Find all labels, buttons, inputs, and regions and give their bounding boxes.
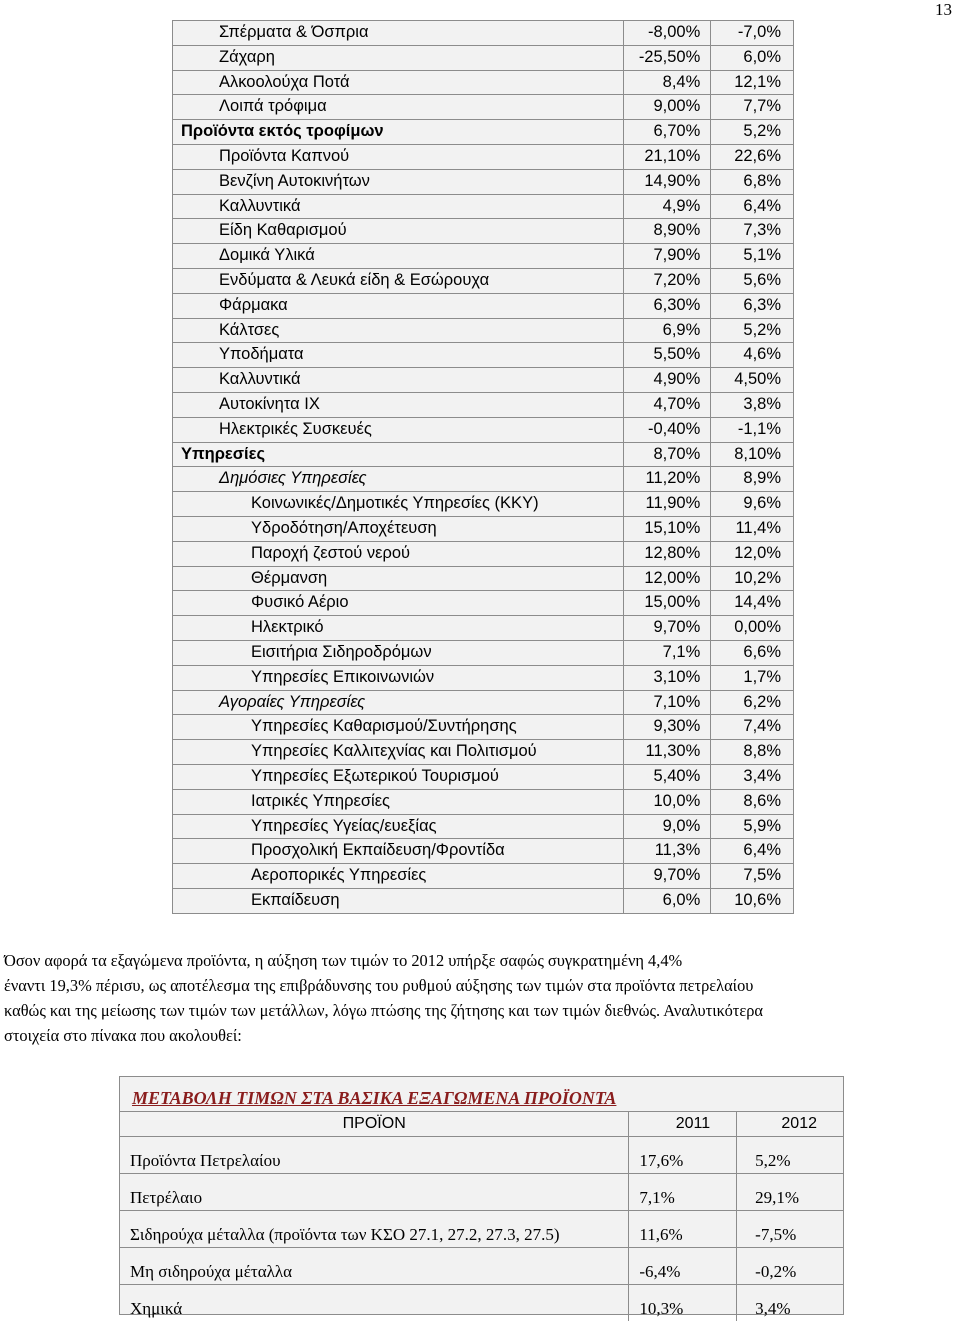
row-label: Ηλεκτρικές Συσκευές [173, 417, 624, 442]
row-label: Υδροδότηση/Αποχέτευση [173, 516, 624, 541]
row-label: Καλλυντικά [173, 194, 624, 219]
value-2012: 29,1% [737, 1174, 843, 1211]
table-row [173, 120, 794, 145]
export-table-box [119, 1076, 844, 1315]
value-2012: -0,2% [737, 1248, 843, 1285]
row-value-2011: 9,70% [623, 616, 710, 641]
row-value-2012: 6,8% [711, 169, 794, 194]
row-value-2012: 6,6% [711, 640, 794, 665]
product-name: Μη σιδηρούχα μέταλλα [120, 1248, 629, 1285]
row-label: Καλλυντικά [173, 368, 624, 393]
row-value-2012: 7,3% [711, 219, 794, 244]
table-row [173, 21, 794, 46]
row-label: Προϊόντα Καπνού [173, 144, 624, 169]
row-value-2011: 6,30% [623, 293, 710, 318]
row-value-2012: 6,4% [711, 839, 794, 864]
table-row [173, 690, 794, 715]
table-row [173, 764, 794, 789]
table-row [173, 839, 794, 864]
row-value-2012: 5,6% [711, 268, 794, 293]
row-value-2012: 5,9% [711, 814, 794, 839]
table-row [173, 516, 794, 541]
row-value-2011: 10,0% [623, 789, 710, 814]
row-value-2011: 15,00% [623, 591, 710, 616]
value-2011: 7,1% [629, 1174, 737, 1211]
row-value-2012: 6,0% [711, 45, 794, 70]
table-row [173, 169, 794, 194]
export-table [120, 1111, 843, 1321]
table-row [120, 1211, 843, 1248]
row-value-2012: 8,10% [711, 442, 794, 467]
row-label: Δημόσιες Υπηρεσίες [173, 467, 624, 492]
row-value-2012: 8,6% [711, 789, 794, 814]
product-name: Σιδηρούχα μέταλλα (προϊόντα των ΚΣΟ 27.1, 27.2, 27.3, 27.5) [120, 1211, 629, 1248]
row-value-2012: 10,2% [711, 566, 794, 591]
product-name: Χημικά [120, 1285, 629, 1321]
row-value-2011: -0,40% [623, 417, 710, 442]
table-row [173, 591, 794, 616]
table-row [173, 244, 794, 269]
export-table-title: ΜΕΤΑΒΟΛΗ ΤΙΜΩΝ ΣΤΑ ΒΑΣΙΚΑ ΕΞΑΓΩΜΕΝΑ ΠΡΟΪΟΝΤΑ [132, 1088, 616, 1109]
row-label: Κάλτσες [173, 318, 624, 343]
row-value-2012: 7,5% [711, 864, 794, 889]
value-2012: -7,5% [737, 1211, 843, 1248]
export-table-header [120, 1112, 843, 1137]
row-label: Αλκοολούχα Ποτά [173, 70, 624, 95]
row-value-2011: 7,20% [623, 268, 710, 293]
row-value-2012: 7,7% [711, 95, 794, 120]
row-value-2011: 15,10% [623, 516, 710, 541]
row-label: Εκπαίδευση [173, 888, 624, 913]
row-value-2012: 0,00% [711, 616, 794, 641]
row-value-2011: 5,40% [623, 764, 710, 789]
row-label: Υποδήματα [173, 343, 624, 368]
row-value-2011: 7,10% [623, 690, 710, 715]
table-row [173, 864, 794, 889]
row-value-2011: 11,3% [623, 839, 710, 864]
row-value-2012: 6,3% [711, 293, 794, 318]
paragraph-line: στοιχεία στο πίνακα που ακολουθεί: [4, 1023, 960, 1048]
row-value-2012: 10,6% [711, 888, 794, 913]
row-value-2011: 21,10% [623, 144, 710, 169]
table-row [173, 70, 794, 95]
row-value-2012: 4,6% [711, 343, 794, 368]
row-label: Υπηρεσίες Επικοινωνιών [173, 665, 624, 690]
row-value-2012: 22,6% [711, 144, 794, 169]
row-label: Λοιπά τρόφιμα [173, 95, 624, 120]
row-value-2012: 5,2% [711, 120, 794, 145]
row-label: Αυτοκίνητα ΙΧ [173, 392, 624, 417]
row-value-2012: 3,4% [711, 764, 794, 789]
row-value-2011: 6,70% [623, 120, 710, 145]
table-row [173, 814, 794, 839]
table-row [173, 95, 794, 120]
row-value-2011: 5,50% [623, 343, 710, 368]
row-value-2012: 4,50% [711, 368, 794, 393]
page-number: 13 [935, 0, 952, 20]
row-value-2011: 6,9% [623, 318, 710, 343]
row-value-2012: 11,4% [711, 516, 794, 541]
value-2012: 3,4% [737, 1285, 843, 1321]
row-value-2011: 7,1% [623, 640, 710, 665]
row-label: Υπηρεσίες Υγείας/ευεξίας [173, 814, 624, 839]
row-label: Ζάχαρη [173, 45, 624, 70]
row-value-2012: -1,1% [711, 417, 794, 442]
row-value-2011: 8,70% [623, 442, 710, 467]
row-value-2012: 5,1% [711, 244, 794, 269]
row-label: Φυσικό Αέριο [173, 591, 624, 616]
row-label: Σπέρματα & Όσπρια [173, 21, 624, 46]
row-value-2012: 12,1% [711, 70, 794, 95]
row-value-2011: 12,00% [623, 566, 710, 591]
table-row [173, 789, 794, 814]
row-label: Ηλεκτρικό [173, 616, 624, 641]
product-name: Πετρέλαιο [120, 1174, 629, 1211]
table-row [173, 888, 794, 913]
table-row [120, 1137, 843, 1174]
table-row [120, 1248, 843, 1285]
table-row [120, 1285, 843, 1321]
table-row [173, 665, 794, 690]
row-value-2012: 9,6% [711, 492, 794, 517]
row-label: Προϊόντα εκτός τροφίμων [173, 120, 624, 145]
table-row [173, 492, 794, 517]
table-row [173, 268, 794, 293]
row-label: Αεροπορικές Υπηρεσίες [173, 864, 624, 889]
table-row [173, 417, 794, 442]
row-value-2012: -7,0% [711, 21, 794, 46]
row-value-2012: 5,2% [711, 318, 794, 343]
table-row [173, 715, 794, 740]
row-value-2011: 7,90% [623, 244, 710, 269]
table-row [173, 293, 794, 318]
row-label: Βενζίνη Αυτοκινήτων [173, 169, 624, 194]
row-label: Υπηρεσίες Εξωτερικού Τουρισμού [173, 764, 624, 789]
row-value-2011: -8,00% [623, 21, 710, 46]
table-row [173, 45, 794, 70]
table-row [173, 640, 794, 665]
row-label: Παροχή ζεστού νερού [173, 541, 624, 566]
row-label: Θέρμανση [173, 566, 624, 591]
price-change-table [172, 20, 794, 914]
row-value-2011: 9,30% [623, 715, 710, 740]
row-value-2011: 12,80% [623, 541, 710, 566]
row-label: Υπηρεσίες [173, 442, 624, 467]
row-value-2011: 8,4% [623, 70, 710, 95]
row-value-2012: 6,4% [711, 194, 794, 219]
table-row [173, 541, 794, 566]
table-row [173, 467, 794, 492]
header-2012: 2012 [737, 1112, 843, 1137]
table-row [173, 616, 794, 641]
value-2011: 11,6% [629, 1211, 737, 1248]
row-label: Ιατρικές Υπηρεσίες [173, 789, 624, 814]
row-value-2011: 9,0% [623, 814, 710, 839]
row-value-2012: 8,8% [711, 740, 794, 765]
table-row [173, 442, 794, 467]
value-2011: 10,3% [629, 1285, 737, 1321]
row-value-2011: 8,90% [623, 219, 710, 244]
row-value-2012: 7,4% [711, 715, 794, 740]
row-value-2011: 11,30% [623, 740, 710, 765]
row-value-2012: 6,2% [711, 690, 794, 715]
table-row [173, 392, 794, 417]
row-value-2011: 9,70% [623, 864, 710, 889]
value-2012: 5,2% [737, 1137, 843, 1174]
row-value-2011: 4,90% [623, 368, 710, 393]
row-value-2012: 12,0% [711, 541, 794, 566]
row-value-2011: 9,00% [623, 95, 710, 120]
table-row [173, 343, 794, 368]
table-row [173, 219, 794, 244]
row-value-2012: 1,7% [711, 665, 794, 690]
table-row [173, 368, 794, 393]
table-row [173, 194, 794, 219]
row-value-2011: 3,10% [623, 665, 710, 690]
table-row [173, 740, 794, 765]
row-value-2011: 14,90% [623, 169, 710, 194]
row-label: Εισιτήρια Σιδηροδρόμων [173, 640, 624, 665]
table-row [173, 144, 794, 169]
row-value-2011: 4,70% [623, 392, 710, 417]
row-label: Είδη Καθαρισμού [173, 219, 624, 244]
row-label: Ενδύματα & Λευκά είδη & Εσώρουχα [173, 268, 624, 293]
row-value-2011: 11,90% [623, 492, 710, 517]
value-2011: -6,4% [629, 1248, 737, 1285]
table-row [173, 566, 794, 591]
row-label: Δομικά Υλικά [173, 244, 624, 269]
row-value-2011: -25,50% [623, 45, 710, 70]
row-value-2011: 4,9% [623, 194, 710, 219]
row-label: Υπηρεσίες Καλλιτεχνίας και Πολιτισμού [173, 740, 624, 765]
table-row [173, 318, 794, 343]
row-value-2012: 3,8% [711, 392, 794, 417]
row-value-2011: 6,0% [623, 888, 710, 913]
row-label: Κοινωνικές/Δημοτικές Υπηρεσίες (ΚΚΥ) [173, 492, 624, 517]
paragraph-line: Όσον αφορά τα εξαγώμενα προϊόντα, η αύξηση των τιμών το 2012 υπήρξε σαφώς συγκρατημένη 4,4% [4, 948, 960, 973]
value-2011: 17,6% [629, 1137, 737, 1174]
paragraph-line: έναντι 19,3% πέρισυ, ως αποτέλεσμα της επιβράδυνσης του ρυθμού αύξησης των τιμών στα προϊόντα πετρελαίου [4, 973, 960, 998]
row-value-2012: 14,4% [711, 591, 794, 616]
row-label: Προσχολική Εκπαίδευση/Φροντίδα [173, 839, 624, 864]
paragraph-line: καθώς και της μείωσης των τιμών των μετάλλων, λόγω πτώσης της ζήτησης και των τιμών διεθνώς. Αναλυτικότερα [4, 998, 960, 1023]
row-label: Αγοραίες Υπηρεσίες [173, 690, 624, 715]
export-paragraph [4, 948, 960, 1048]
header-2011: 2011 [629, 1112, 737, 1137]
product-name: Προϊόντα Πετρελαίου [120, 1137, 629, 1174]
header-product: ΠΡΟΪΟΝ [120, 1112, 629, 1137]
row-label: Φάρμακα [173, 293, 624, 318]
row-label: Υπηρεσίες Καθαρισμού/Συντήρησης [173, 715, 624, 740]
table-row [120, 1174, 843, 1211]
row-value-2012: 8,9% [711, 467, 794, 492]
row-value-2011: 11,20% [623, 467, 710, 492]
